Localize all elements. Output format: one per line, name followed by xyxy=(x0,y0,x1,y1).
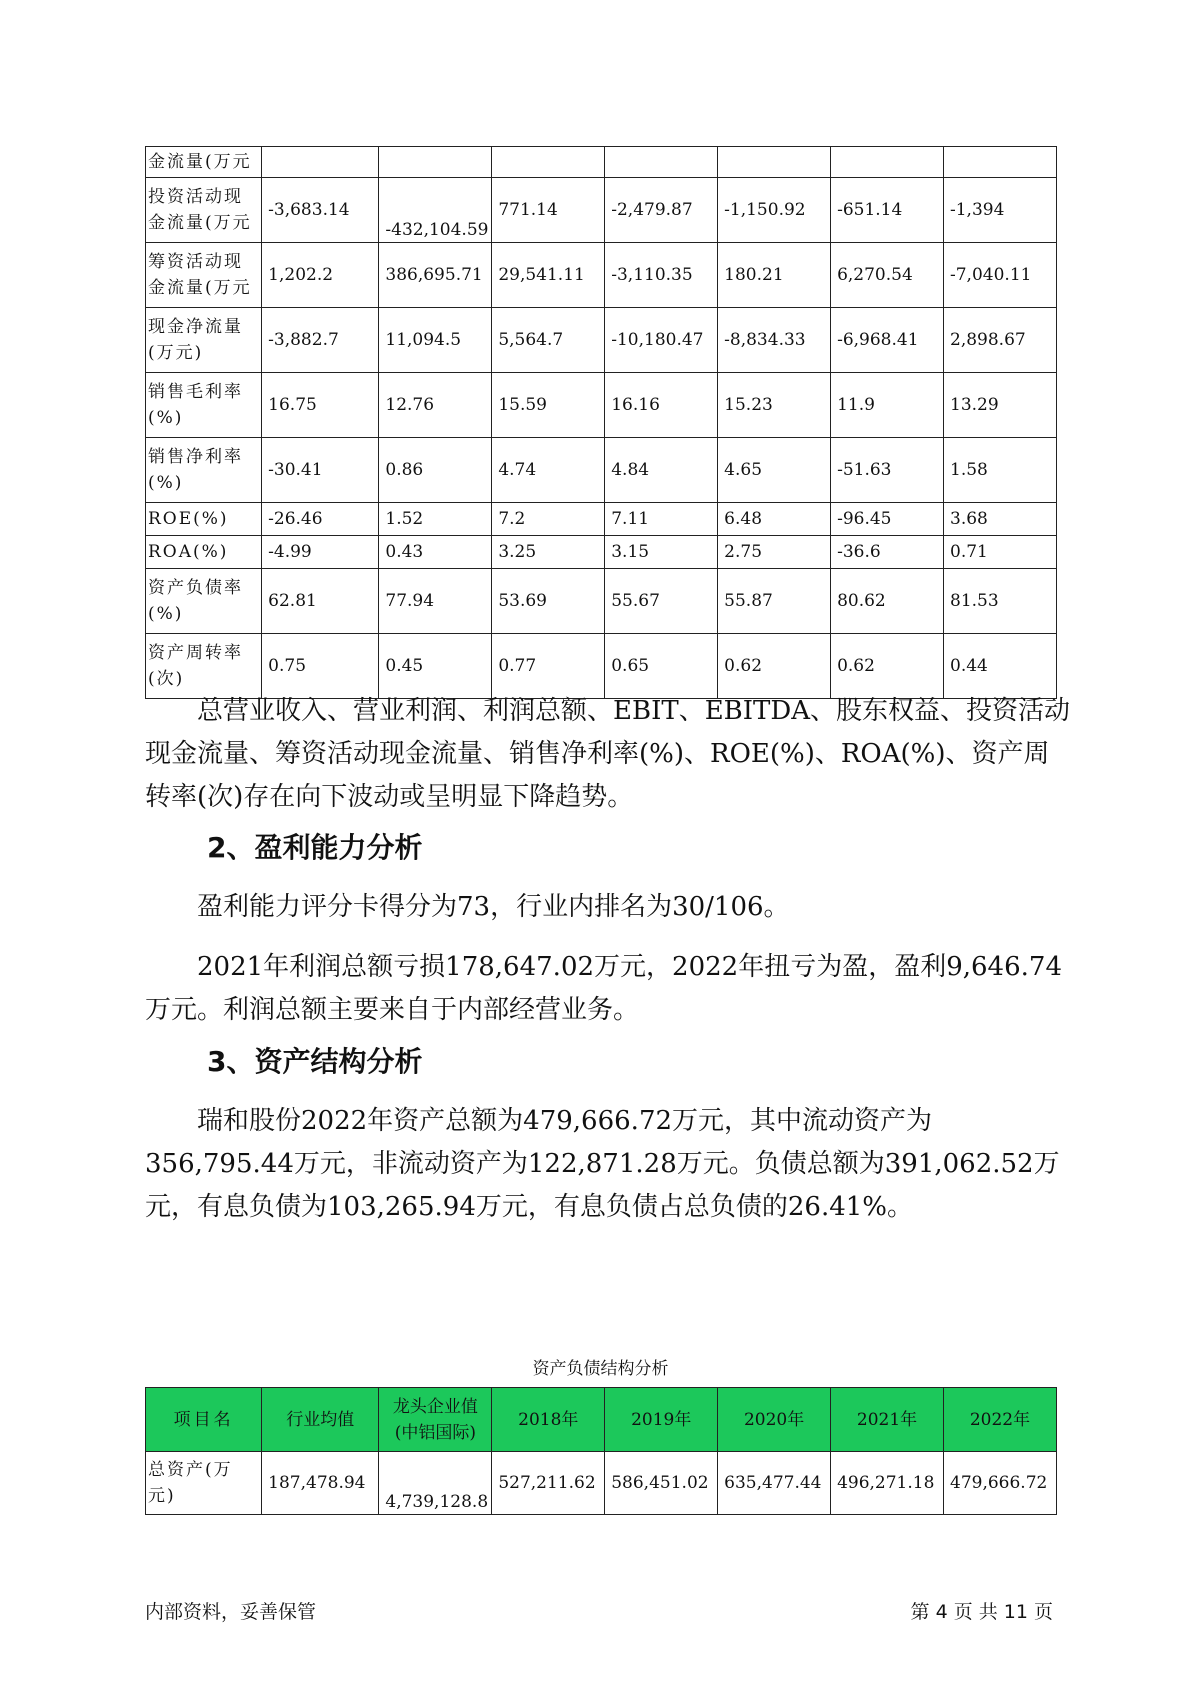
row-label: 现金净流量(万元) xyxy=(146,308,262,373)
table-cell: -8,834.33 xyxy=(718,308,831,373)
table-row xyxy=(146,147,1057,178)
table-cell: -6,968.41 xyxy=(831,308,944,373)
table-cell: 586,451.02 xyxy=(605,1452,718,1515)
table-row xyxy=(146,536,1057,569)
row-label: 资产周转率(次) xyxy=(146,634,262,699)
table-cell: 0.62 xyxy=(831,634,944,699)
table-cell: -10,180.47 xyxy=(605,308,718,373)
table-cell xyxy=(262,147,379,178)
footer-page-number: 第 4 页 共 11 页 xyxy=(910,1601,1053,1623)
table-cell: 4.84 xyxy=(605,438,718,503)
table-row xyxy=(146,569,1057,634)
table-row xyxy=(146,178,1057,243)
table-cell xyxy=(944,147,1057,178)
trend-summary-paragraph: 总营业收入、营业利润、利润总额、EBIT、EBITDA、股东权益、投资活动现金流量、筹资活动现金流量、销售净利率(%)、ROE(%)、ROA(%)、资产周转率(次)存在向下波动或呈明显下降趋势。 xyxy=(145,696,1071,812)
table-cell: 3.68 xyxy=(944,503,1057,536)
table-cell: 11.9 xyxy=(831,373,944,438)
row-label: 筹资活动现金流量(万元 xyxy=(146,243,262,308)
row-label: ROA(%) xyxy=(146,536,262,569)
table-cell: 53.69 xyxy=(492,569,605,634)
column-header: 龙头企业值(中铝国际) xyxy=(379,1388,492,1452)
table-cell: 1.58 xyxy=(944,438,1057,503)
table-cell: 1.52 xyxy=(379,503,492,536)
table-cell: 386,695.71 xyxy=(379,243,492,308)
table-row xyxy=(146,373,1057,438)
table-cell: 6,270.54 xyxy=(831,243,944,308)
table-cell: -432,104.59 xyxy=(379,178,492,243)
table-cell: 0.43 xyxy=(379,536,492,569)
table-cell: -96.45 xyxy=(831,503,944,536)
table-row xyxy=(146,503,1057,536)
row-label: 销售净利率(%) xyxy=(146,438,262,503)
table-cell: 496,271.18 xyxy=(831,1452,944,1515)
section-2-heading: 2、盈利能力分析 xyxy=(207,831,423,864)
table-cell: 2.75 xyxy=(718,536,831,569)
table-cell: -1,394 xyxy=(944,178,1057,243)
table-cell: 635,477.44 xyxy=(718,1452,831,1515)
profitability-score-paragraph: 盈利能力评分卡得分为73，行业内排名为30/106。 xyxy=(197,892,790,922)
column-header: 项目名 xyxy=(146,1388,262,1452)
table-cell: 3.15 xyxy=(605,536,718,569)
table-cell xyxy=(831,147,944,178)
table-cell: 2,898.67 xyxy=(944,308,1057,373)
table-cell: 3.25 xyxy=(492,536,605,569)
table-cell: -2,479.87 xyxy=(605,178,718,243)
table-cell: -3,882.7 xyxy=(262,308,379,373)
column-header: 2021年 xyxy=(831,1388,944,1452)
footer-confidential-note: 内部资料，妥善保管 xyxy=(145,1601,317,1623)
table-cell: 479,666.72 xyxy=(944,1452,1057,1515)
table-cell: 180.21 xyxy=(718,243,831,308)
table-cell xyxy=(492,147,605,178)
table-cell: 0.65 xyxy=(605,634,718,699)
row-label: 销售毛利率(%) xyxy=(146,373,262,438)
table-row xyxy=(146,634,1057,699)
table-cell: 80.62 xyxy=(831,569,944,634)
table-cell xyxy=(379,147,492,178)
table-row xyxy=(146,438,1057,503)
table-cell: 15.23 xyxy=(718,373,831,438)
row-label: 投资活动现金流量(万元 xyxy=(146,178,262,243)
table-cell: 6.48 xyxy=(718,503,831,536)
table-cell: 16.75 xyxy=(262,373,379,438)
table-row xyxy=(146,243,1057,308)
table-cell: -4.99 xyxy=(262,536,379,569)
table-caption: 资产负债结构分析 xyxy=(532,1359,669,1379)
table-cell: 15.59 xyxy=(492,373,605,438)
table-row xyxy=(146,308,1057,373)
column-header: 2018年 xyxy=(492,1388,605,1452)
column-header: 行业均值 xyxy=(262,1388,379,1452)
table-cell: 13.29 xyxy=(944,373,1057,438)
section-3-heading: 3、资产结构分析 xyxy=(207,1045,423,1078)
table-cell: 29,541.11 xyxy=(492,243,605,308)
table-cell: -1,150.92 xyxy=(718,178,831,243)
table-cell xyxy=(718,147,831,178)
financial-indicators-table xyxy=(145,146,1057,699)
table-cell: 527,211.62 xyxy=(492,1452,605,1515)
table-cell: -3,683.14 xyxy=(262,178,379,243)
table-cell xyxy=(605,147,718,178)
table-cell: 0.77 xyxy=(492,634,605,699)
table-cell: 771.14 xyxy=(492,178,605,243)
row-label: 金流量(万元 xyxy=(146,147,262,178)
table-cell: 55.67 xyxy=(605,569,718,634)
table-cell: 0.44 xyxy=(944,634,1057,699)
table-cell: 5,564.7 xyxy=(492,308,605,373)
table-cell: -51.63 xyxy=(831,438,944,503)
table-cell: 16.16 xyxy=(605,373,718,438)
row-label: 资产负债率(%) xyxy=(146,569,262,634)
table-cell: 1,202.2 xyxy=(262,243,379,308)
column-header: 2020年 xyxy=(718,1388,831,1452)
table-cell: 4,739,128.8 xyxy=(379,1452,492,1515)
table-cell: 187,478.94 xyxy=(262,1452,379,1515)
table-cell: -26.46 xyxy=(262,503,379,536)
table-cell: -7,040.11 xyxy=(944,243,1057,308)
table-cell: -651.14 xyxy=(831,178,944,243)
table-cell: 0.62 xyxy=(718,634,831,699)
table-cell: 0.71 xyxy=(944,536,1057,569)
column-header: 2019年 xyxy=(605,1388,718,1452)
table-cell: 55.87 xyxy=(718,569,831,634)
table-cell: 81.53 xyxy=(944,569,1057,634)
asset-structure-paragraph: 瑞和股份2022年资产总额为479,666.72万元，其中流动资产为356,795.44万元，非流动资产为122,871.28万元。负债总额为391,062.52万元，有息负债为103,265.94万元，有息负债占总负债的26.41%。 xyxy=(145,1106,1060,1222)
table-cell: 7.11 xyxy=(605,503,718,536)
table-cell: 0.45 xyxy=(379,634,492,699)
table-cell: -36.6 xyxy=(831,536,944,569)
table-cell: -3,110.35 xyxy=(605,243,718,308)
table-cell: 4.65 xyxy=(718,438,831,503)
table-cell: 7.2 xyxy=(492,503,605,536)
table-cell: 62.81 xyxy=(262,569,379,634)
table-cell: 0.86 xyxy=(379,438,492,503)
table-cell: 77.94 xyxy=(379,569,492,634)
table-cell: 12.76 xyxy=(379,373,492,438)
row-label: 总资产(万元) xyxy=(146,1452,262,1515)
table-row xyxy=(146,1452,1057,1515)
asset-liability-structure-table xyxy=(145,1387,1057,1515)
column-header: 2022年 xyxy=(944,1388,1057,1452)
table-cell: 0.75 xyxy=(262,634,379,699)
profit-summary-paragraph: 2021年利润总额亏损178,647.02万元，2022年扭亏为盈，盈利9,646.74万元。利润总额主要来自于内部经营业务。 xyxy=(145,952,1062,1025)
table-cell: -30.41 xyxy=(262,438,379,503)
table-cell: 11,094.5 xyxy=(379,308,492,373)
row-label: ROE(%) xyxy=(146,503,262,536)
table-cell: 4.74 xyxy=(492,438,605,503)
